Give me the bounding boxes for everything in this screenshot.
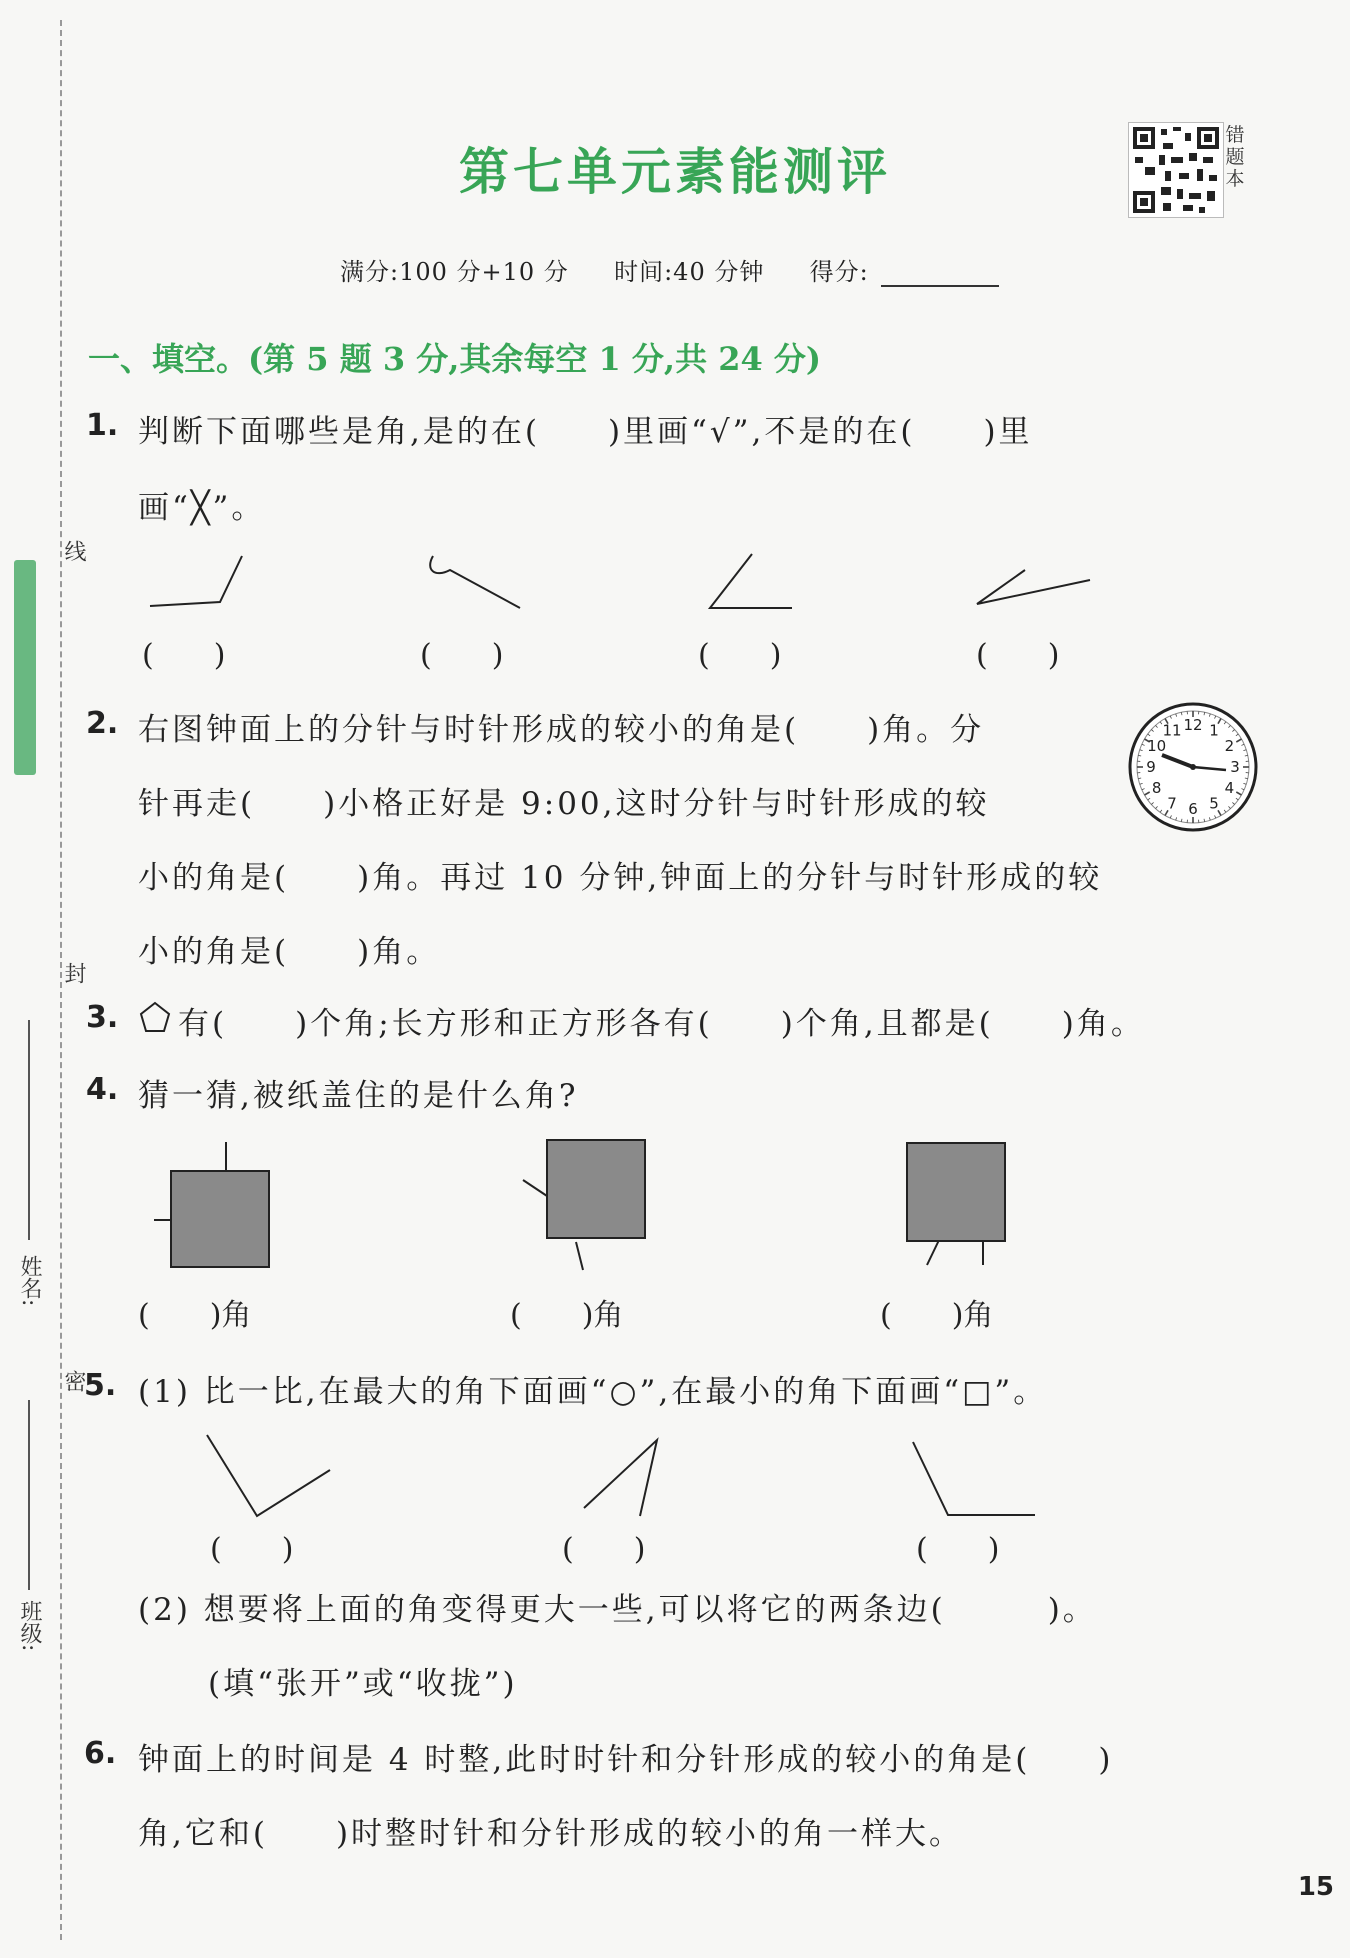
clock-number: 4 xyxy=(1224,779,1235,797)
q3-number: 3. xyxy=(86,1000,119,1035)
q4-answer-2[interactable]: ( )角 xyxy=(510,1298,624,1333)
q4-answer-1[interactable]: ( )角 xyxy=(138,1298,252,1333)
q2-line2: 针再走( )小格正好是 9:00,这时分针与时针形成的较 xyxy=(138,786,990,822)
page-title: 第七单元素能测评 xyxy=(459,142,891,201)
q2-number: 2. xyxy=(86,706,119,741)
q2-line4: 小的角是( )角。 xyxy=(138,934,441,970)
margin-class-line xyxy=(28,1400,30,1590)
page-number: 15 xyxy=(1297,1872,1334,1902)
clock-number: 2 xyxy=(1224,737,1235,755)
q6-number: 6. xyxy=(84,1736,117,1771)
clock-number: 10 xyxy=(1147,737,1167,755)
q4-number: 4. xyxy=(86,1072,119,1107)
clock-number: 3 xyxy=(1230,758,1240,776)
q5-answer-blank-1[interactable]: ( ) xyxy=(210,1532,294,1567)
q1-answer-blank-1[interactable]: ( ) xyxy=(142,638,226,673)
q1-angle-figures xyxy=(140,540,1140,620)
q6-line1: 钟面上的时间是 4 时整,此时时针和分针形成的较小的角是( ) xyxy=(138,1742,1114,1778)
q1-line2: 画“╳”。 xyxy=(138,490,266,526)
margin-class-label: 班级: xyxy=(17,1600,42,1652)
q2-line3: 小的角是( )角。再过 10 分钟,钟面上的分针与时针形成的较 xyxy=(138,860,1103,896)
clock-number: 9 xyxy=(1146,758,1156,776)
q4-answer-3[interactable]: ( )角 xyxy=(880,1298,994,1333)
q4-figure-1 xyxy=(154,1142,269,1267)
margin-line-char: 线 xyxy=(61,540,86,562)
q4-figure-3 xyxy=(907,1143,1005,1265)
q2-line1: 右图钟面上的分针与时针形成的较小的角是( )角。分 xyxy=(138,712,985,748)
clock-number: 7 xyxy=(1167,794,1177,813)
q1-answer-blank-3[interactable]: ( ) xyxy=(698,638,782,673)
q4-text: 猜一猜,被纸盖住的是什么角? xyxy=(138,1078,579,1114)
q1-number: 1. xyxy=(86,408,119,443)
q1-answer-blank-2[interactable]: ( ) xyxy=(420,638,504,673)
q5-angle-figures xyxy=(140,1420,1090,1530)
q5-line2: (2) 想要将上面的角变得更大一些,可以将它的两条边( )。 xyxy=(138,1592,1097,1628)
side-decoration xyxy=(14,560,36,775)
score-label: 得分: xyxy=(809,258,869,286)
q5-line3: (填“张开”或“收拢”) xyxy=(208,1666,518,1702)
q5-number: 5. xyxy=(84,1368,117,1403)
q5-answer-blank-3[interactable]: ( ) xyxy=(916,1532,1000,1567)
clock-number: 12 xyxy=(1183,716,1203,734)
q3-text: 有( )个角;长方形和正方形各有( )个角,且都是( )角。 xyxy=(178,1006,1145,1042)
clock-number: 1 xyxy=(1209,721,1219,740)
q4-covered-angles xyxy=(140,1130,1040,1280)
q5-answer-blank-2[interactable]: ( ) xyxy=(562,1532,646,1567)
q1-figure-1 xyxy=(150,556,242,606)
clock-number: 11 xyxy=(1162,721,1182,740)
qr-label: 错题本 xyxy=(1225,124,1245,190)
q5-figure-1 xyxy=(207,1435,330,1516)
q5-figure-2 xyxy=(584,1440,657,1516)
clock-number: 8 xyxy=(1151,779,1162,797)
q4-figure-2 xyxy=(523,1140,645,1270)
q1-answer-blank-4[interactable]: ( ) xyxy=(976,638,1060,673)
clock-number: 5 xyxy=(1209,794,1219,813)
margin-mi-char: 密 xyxy=(61,1370,86,1392)
section-1-title: 一、填空。(第 5 题 3 分,其余每空 1 分,共 24 分) xyxy=(88,340,822,378)
clock-number: 6 xyxy=(1188,800,1198,818)
q1-figure-3 xyxy=(710,554,792,608)
margin-name-label: 姓名: xyxy=(17,1255,42,1307)
exam-meta xyxy=(340,252,999,287)
q1-figure-2 xyxy=(430,556,520,608)
score-blank[interactable] xyxy=(881,261,999,287)
q5-line1: (1) 比一比,在最大的角下面画“○”,在最小的角下面画“□”。 xyxy=(138,1374,1048,1410)
margin-seal-char: 封 xyxy=(61,962,86,984)
q1-line1: 判断下面哪些是角,是的在( )里画“√”,不是的在( )里 xyxy=(138,414,1033,450)
full-score: 满分:100 分+10 分 xyxy=(340,258,569,286)
pentagon-icon xyxy=(138,1000,172,1034)
q2-clock xyxy=(1126,700,1260,834)
q5-figure-3 xyxy=(913,1442,1035,1515)
qr-code[interactable] xyxy=(1128,122,1224,218)
time-limit: 时间:40 分钟 xyxy=(614,258,765,286)
q1-figure-4 xyxy=(977,570,1090,604)
q6-line2: 角,它和( )时整时针和分针形成的较小的角一样大。 xyxy=(138,1816,964,1852)
margin-name-line xyxy=(28,1020,30,1240)
